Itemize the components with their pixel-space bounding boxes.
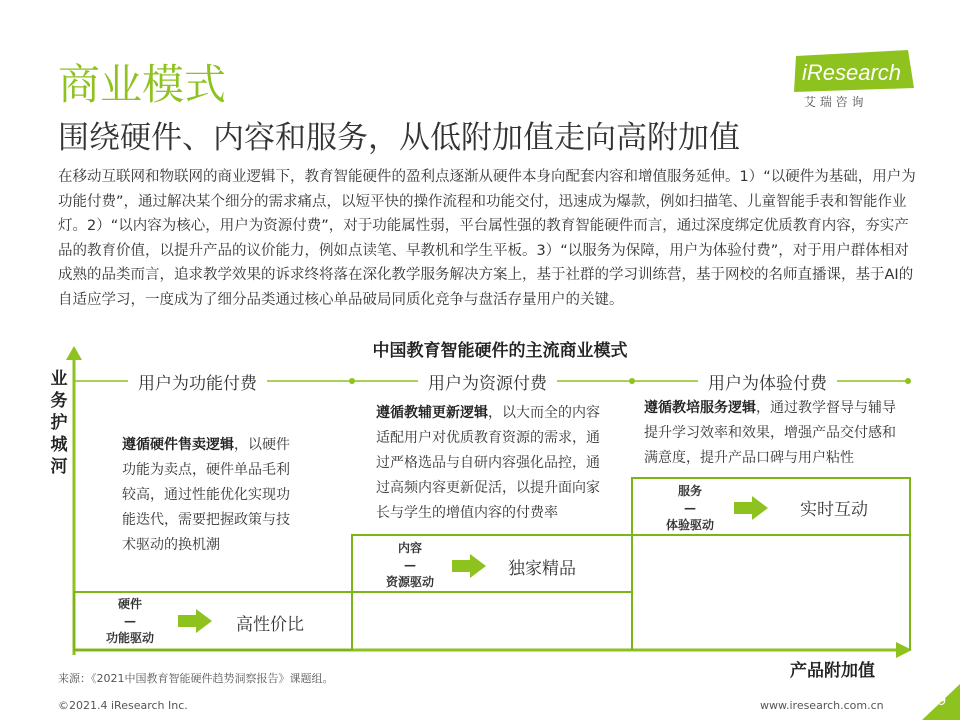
y-axis-label: 业 务 护 城 河 [50, 369, 68, 477]
x-axis-label: 产品附加值 [790, 661, 875, 681]
stage-description [122, 433, 294, 558]
stage-label: 用户为体验付费 [698, 369, 837, 394]
driver-separator: — [684, 501, 696, 515]
stage-description [644, 396, 900, 471]
y-axis-arrowhead [66, 346, 82, 360]
outcome-label: 高性价比 [236, 615, 304, 635]
outcome-label: 独家精品 [508, 559, 576, 579]
page-number: 9 [938, 694, 947, 709]
arrow-right-icon [452, 554, 486, 578]
stage-description-text: ，通过教学督导与辅导提升学习效率和效果，增强产品交付感和满意度，提升产品口碑与用户粘性 [644, 400, 896, 466]
stage-label: 用户为功能付费 [128, 369, 267, 394]
driver-separator: — [404, 558, 416, 572]
intro-paragraph: 在移动互联网和物联网的商业逻辑下，教育智能硬件的盈利点逐渐从硬件本身向配套内容和增值服务延伸。1）“以硬件为基础，用户为功能付费”，通过解决某个细分的需求痛点，以短平快的操作流程和功能交付，迅速成为爆款，例如扫描笔、儿童智能手表和智能作业灯。2）“以内容为核心，用户为资源付费”，对于功能属性弱，平台属性强的教育智能硬件而言，通过深度绑定优质教育内容，夯实产品的教育价值，以提升产品的议价能力，例如点读笔、早教机和学生平板。3）“以服务为保障，用户为体验付费”，对于用户群体相对成熟的品类而言，追求教学效果的诉求终将落在深化教学服务解决方案上，基于社群的学习训练营，基于网校的名师直播课，基于AI的自适应学习，一度成为了细分品类通过核心单品破局同质化竞争与盘活存量用户的关键。 [58, 169, 916, 308]
stage-label: 用户为资源付费 [418, 369, 557, 394]
driver-top: 内容 [397, 541, 422, 555]
page-subtitle: 围绕硬件、内容和服务，从低附加值走向高附加值 [58, 120, 740, 156]
copyright: ©2021.4 iResearch Inc. [58, 699, 188, 712]
driver-label [100, 596, 160, 647]
driver-bottom: 功能驱动 [105, 631, 154, 645]
stage-description-text: ，以大而全的内容适配用户对优质教育资源的需求，通过严格选品与自研内容强化品控，通过高频内容更新促活，以提升面向家长与学生的增值内容的付费率 [376, 405, 600, 521]
outcome-label: 实时互动 [800, 500, 868, 520]
arrow-right-icon [178, 609, 212, 633]
stage-dot [629, 378, 635, 384]
driver-bottom: 体验驱动 [665, 518, 714, 532]
driver-label [660, 483, 720, 534]
driver-top: 服务 [677, 484, 702, 498]
page-title: 商业模式 [58, 60, 227, 109]
diagram-title: 中国教育智能硬件的主流商业模式 [372, 341, 628, 361]
stage-description-bold: 遵循硬件售卖逻辑 [122, 437, 234, 453]
driver-label [380, 540, 440, 591]
page-number-badge [922, 684, 960, 720]
stage-description-bold: 遵循教培服务逻辑 [644, 400, 756, 416]
stage-dot [349, 378, 355, 384]
driver-top: 硬件 [117, 597, 142, 611]
driver-separator: — [124, 614, 136, 628]
logo-chinese: 艾 瑞 咨 询 [804, 95, 864, 109]
arrow-right-icon [734, 496, 768, 520]
website-link[interactable]: www.iresearch.com.cn [760, 699, 884, 712]
stage-description-text: ，以硬件功能为卖点，硬件单品毛利较高，通过性能优化实现功能迭代，需要把握政策与技术驱动的换机潮 [122, 437, 290, 553]
stage-description-bold: 遵循教辅更新逻辑 [376, 405, 488, 421]
logo-text: iResearch [802, 60, 902, 85]
stage-dot [905, 378, 911, 384]
stage-description [376, 401, 610, 526]
driver-bottom: 资源驱动 [385, 575, 434, 589]
source-note: 来源：《2021中国教育智能硬件趋势洞察报告》课题组。 [58, 672, 334, 685]
